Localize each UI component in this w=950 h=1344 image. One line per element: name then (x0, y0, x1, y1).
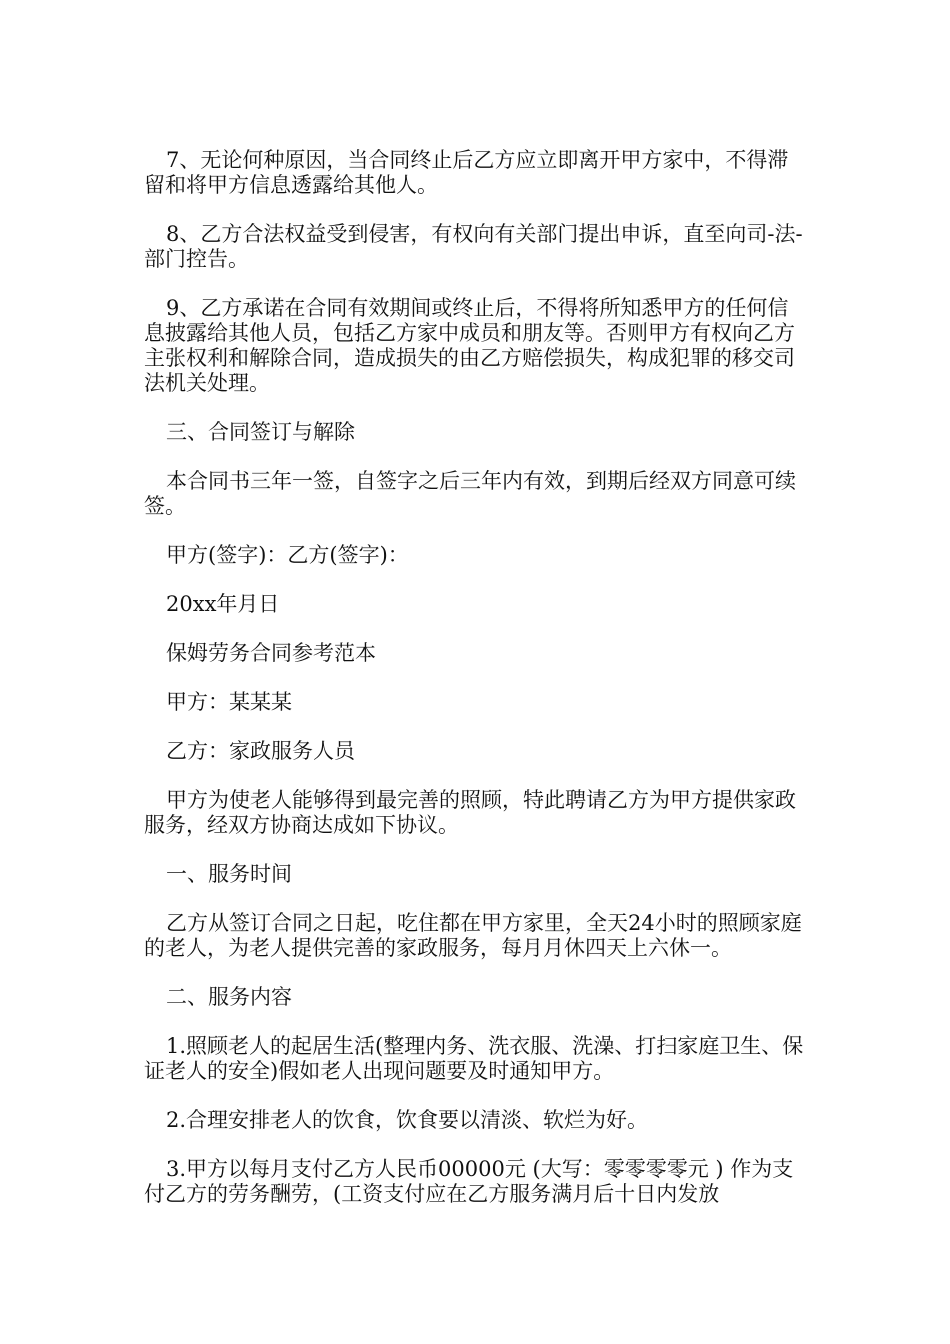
party-b-line: 乙方：家政服务人员 (166, 739, 355, 763)
document-body (144, 148, 808, 1231)
clause-8: 8、乙方合法权益受到侵害，有权向有关部门提出申诉，直至向司-法-部门控告。 (144, 222, 803, 271)
service-item-3: 3.甲方以每月支付乙方人民币00000元 (大写：零零零零元 ) 作为支付乙方的劳务酬劳，(工资支付应在乙方服务满月后十日内发放 (144, 1157, 794, 1206)
service-item-2: 2.合理安排老人的饮食，饮食要以清淡、软烂为好。 (166, 1108, 649, 1132)
clause-9: 9、乙方承诺在合同有效期间或终止后，不得将所知悉甲方的任何信息披露给其他人员，包括乙方家中成员和朋友等。否则甲方有权向乙方主张权利和解除合同，造成损失的由乙方赔偿损失，构成犯罪的移交司法机关处理。 (144, 296, 795, 395)
contract-term-text: 本合同书三年一签，自签字之后三年内有效，到期后经双方同意可续签。 (144, 469, 796, 518)
signature-line: 甲方(签字)：乙方(签字)： (166, 543, 409, 567)
contract-title: 保姆劳务合同参考范本 (166, 641, 376, 665)
section-heading-signing: 三、合同签订与解除 (166, 420, 355, 444)
clause-7: 7、无论何种原因，当合同终止后乙方应立即离开甲方家中，不得滞留和将甲方信息透露给其他人。 (144, 148, 789, 197)
date-line: 20xx年月日 (166, 592, 280, 616)
preamble-text: 甲方为使老人能够得到最完善的照顾，特此聘请乙方为甲方提供家政服务，经双方协商达成如下协议。 (144, 788, 796, 837)
service-item-1: 1.照顾老人的起居生活(整理内务、洗衣服、洗澡、打扫家庭卫生、保证老人的安全)假如老人出现问题要及时通知甲方。 (144, 1034, 804, 1083)
section-heading-service-content: 二、服务内容 (166, 985, 292, 1009)
service-time-text: 乙方从签订合同之日起，吃住都在甲方家里，全天24小时的照顾家庭的老人，为老人提供完善的家政服务，每月月休四天上六休一。 (144, 911, 802, 960)
section-heading-service-time: 一、服务时间 (166, 862, 292, 886)
party-a-line: 甲方：某某某 (166, 690, 292, 714)
